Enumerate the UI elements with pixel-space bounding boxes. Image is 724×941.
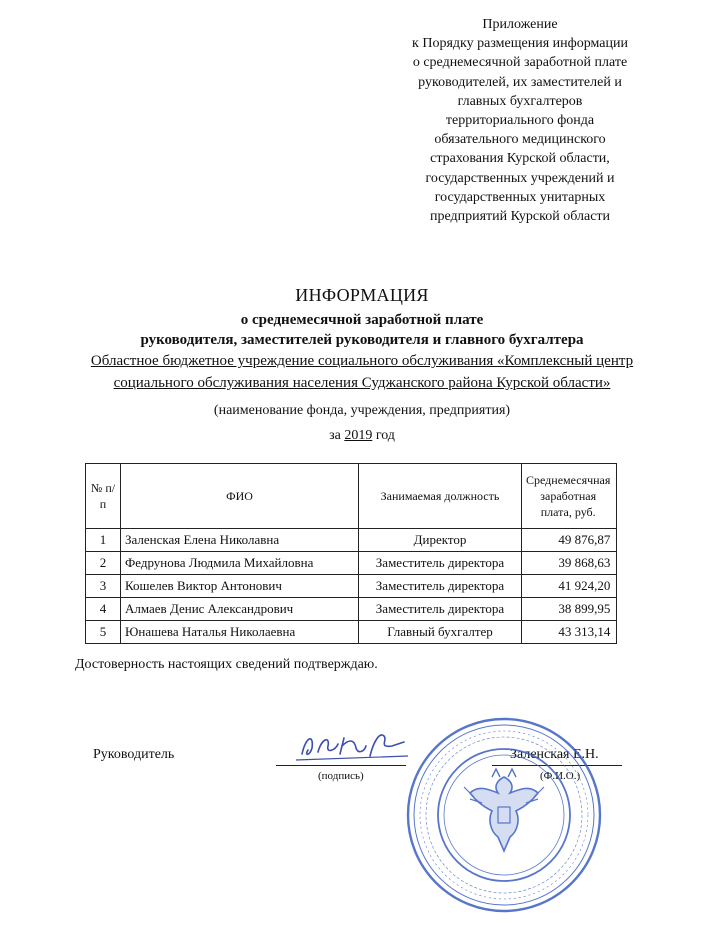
signature-line [276, 765, 406, 766]
row-number: 5 [86, 621, 121, 644]
table-row [86, 552, 617, 575]
head-name: Заленская Е.Н. [510, 747, 599, 762]
signature-caption: (подпись) [318, 770, 364, 782]
appendix-note [380, 15, 660, 226]
salary-table [85, 463, 617, 644]
table-row [86, 598, 617, 621]
row-number: 4 [86, 598, 121, 621]
header-name: ФИО [121, 464, 359, 529]
row-salary: 49 876,87 [522, 529, 617, 552]
row-position: Главный бухгалтер [359, 621, 522, 644]
subtitle-line-2: руководителя, заместителей руководителя и главного бухгалтера [140, 332, 584, 348]
organization-caption: (наименование фонда, учреждения, предприятия) [213, 403, 511, 418]
row-position: Заместитель директора [359, 552, 522, 575]
handwritten-signature [292, 726, 412, 766]
row-name: Кошелев Виктор Антонович [121, 575, 359, 598]
report-year: 2019 [344, 428, 373, 443]
row-salary: 41 924,20 [522, 575, 617, 598]
appendix-line: руководителей, их заместителей и [418, 74, 622, 90]
appendix-line: государственных учреждений и [425, 170, 615, 186]
appendix-line: территориального фонда [445, 113, 595, 129]
appendix-line: о среднемесячной заработной плате [412, 55, 628, 71]
organization-line-1: Областное бюджетное учреждение социального обслуживания «Комплексный центр [90, 353, 634, 369]
organization-line-2: социального обслуживания населения Суджанского района Курской области» [113, 375, 611, 391]
row-salary: 43 313,14 [522, 621, 617, 644]
row-position: Заместитель директора [359, 575, 522, 598]
confirmation-text: Достоверность настоящих сведений подтверждаю. [75, 657, 378, 672]
row-position: Заместитель директора [359, 598, 522, 621]
row-salary: 38 899,95 [522, 598, 617, 621]
appendix-line: обязательного медицинского [434, 132, 606, 148]
row-name: Федрунова Людмила Михайловна [121, 552, 359, 575]
appendix-line: главных бухгалтеров [457, 93, 583, 109]
row-number: 3 [86, 575, 121, 598]
table-header-row [86, 464, 617, 529]
row-position: Директор [359, 529, 522, 552]
appendix-line: к Порядку размещения информации [412, 36, 628, 52]
organization-stamp [404, 715, 604, 915]
header-number: № п/п [86, 464, 121, 529]
table-row [86, 529, 617, 552]
appendix-line: Приложение [482, 17, 558, 32]
header-position: Занимаемая должность [359, 464, 522, 529]
table-row [86, 621, 617, 644]
appendix-line: государственных унитарных [434, 189, 606, 205]
row-number: 1 [86, 529, 121, 552]
header-salary: Среднемесячная заработная плата, руб. [522, 464, 617, 529]
row-name: Алмаев Денис Александрович [121, 598, 359, 621]
appendix-line: страхования Курской области, [430, 151, 610, 167]
report-period: за 2019 год [329, 428, 395, 443]
name-caption: (Ф.И.О.) [540, 770, 581, 782]
row-name: Заленская Елена Николавна [121, 529, 359, 552]
subtitle-line-1: о среднемесячной заработной плате [240, 312, 484, 328]
appendix-line: предприятий Курской области [429, 209, 611, 225]
row-number: 2 [86, 552, 121, 575]
document-title: ИНФОРМАЦИЯ [295, 285, 429, 305]
row-salary: 39 868,63 [522, 552, 617, 575]
table-row [86, 575, 617, 598]
row-name: Юнашева Наталья Николаевна [121, 621, 359, 644]
signoff-role: Руководитель [93, 747, 175, 762]
